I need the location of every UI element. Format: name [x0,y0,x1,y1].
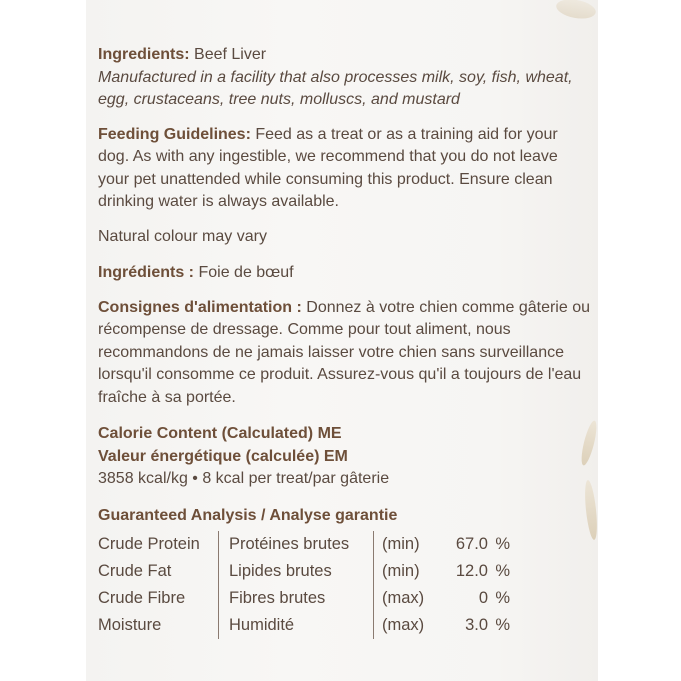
feeding-fr-text: Donnez à votre chien comme gâterie ou récompense de dressage. Comme pour tout aliment, nous recommandons de ne jamais laisser votre chien sans surveillance lorsqu'il consomme ce produit. Assurez-vous qu'il a toujours de l'eau fraîche à sa portée. [98,298,590,406]
analysis-en-cell: Crude Fat [98,562,172,581]
ingredients-label: Ingredients: [98,46,190,63]
allergen-note: Manufactured in a facility that also processes milk, soy, fish, wheat, egg, crustaceans, tree nuts, molluscs, and mustard [98,68,573,108]
analysis-value-cell: 67.0 [455,535,488,554]
calorie-title-fr: Valeur énergétique (calculée) EM [98,447,348,465]
feeding-label: Feeding Guidelines: [98,125,251,143]
guaranteed-analysis-title: Guaranteed Analysis / Analyse garantie [98,506,398,524]
feeding-fr-label: Consignes d'alimentation : [98,298,302,316]
analysis-unit-cell: % [495,535,510,554]
analysis-fr-cell: Humidité [219,612,374,639]
analysis-unit-cell: % [495,616,510,635]
ingredients-line [98,44,590,67]
analysis-fr-cell: Fibres brutes [219,585,374,612]
guaranteed-analysis-table [98,531,511,639]
analysis-fr-cell: Lipides brutes [219,558,374,585]
ingredients-fr-line [98,262,590,285]
analysis-qualifier-cell: (max) [374,585,431,612]
analysis-en-cell: Crude Protein [98,535,200,554]
table-row [98,531,510,558]
colour-note: Natural colour may vary [98,227,267,245]
feeding-guidelines-fr [98,297,590,410]
calorie-value: 3858 kcal/kg • 8 kcal per treat/par gâterie [98,470,390,487]
feeding-guidelines [98,124,590,214]
analysis-unit-cell: % [495,562,510,581]
analysis-en-cell: Crude Fibre [98,589,186,608]
analysis-value-cell: 3.0 [465,616,488,635]
feeding-text: Feed as a treat or as a training aid for your dog. As with any ingestible, we recommend that you do not leave your pet unattended while consuming this product. Ensure clean drinking water is always available. [98,125,558,210]
ingredients-fr-value: Foie de bœuf [198,264,294,281]
analysis-qualifier-cell: (max) [374,612,431,639]
analysis-fr-cell: Protéines brutes [219,531,374,558]
analysis-qualifier-cell: (min) [374,531,431,558]
calorie-title-en: Calorie Content (Calculated) ME [98,425,342,442]
oat-flake-decoration [555,0,598,21]
ingredients-value: Beef Liver [194,46,267,63]
analysis-qualifier-cell: (min) [374,558,431,585]
nutrition-label-text [98,44,590,639]
table-row [98,558,510,585]
analysis-en-cell: Moisture [98,616,162,635]
analysis-value-cell: 12.0 [455,562,488,581]
ingredients-fr-label: Ingrédients : [98,264,195,281]
analysis-value-cell: 0 [478,589,488,608]
analysis-unit-cell: % [495,589,510,608]
table-row [98,612,510,639]
table-row [98,585,510,612]
